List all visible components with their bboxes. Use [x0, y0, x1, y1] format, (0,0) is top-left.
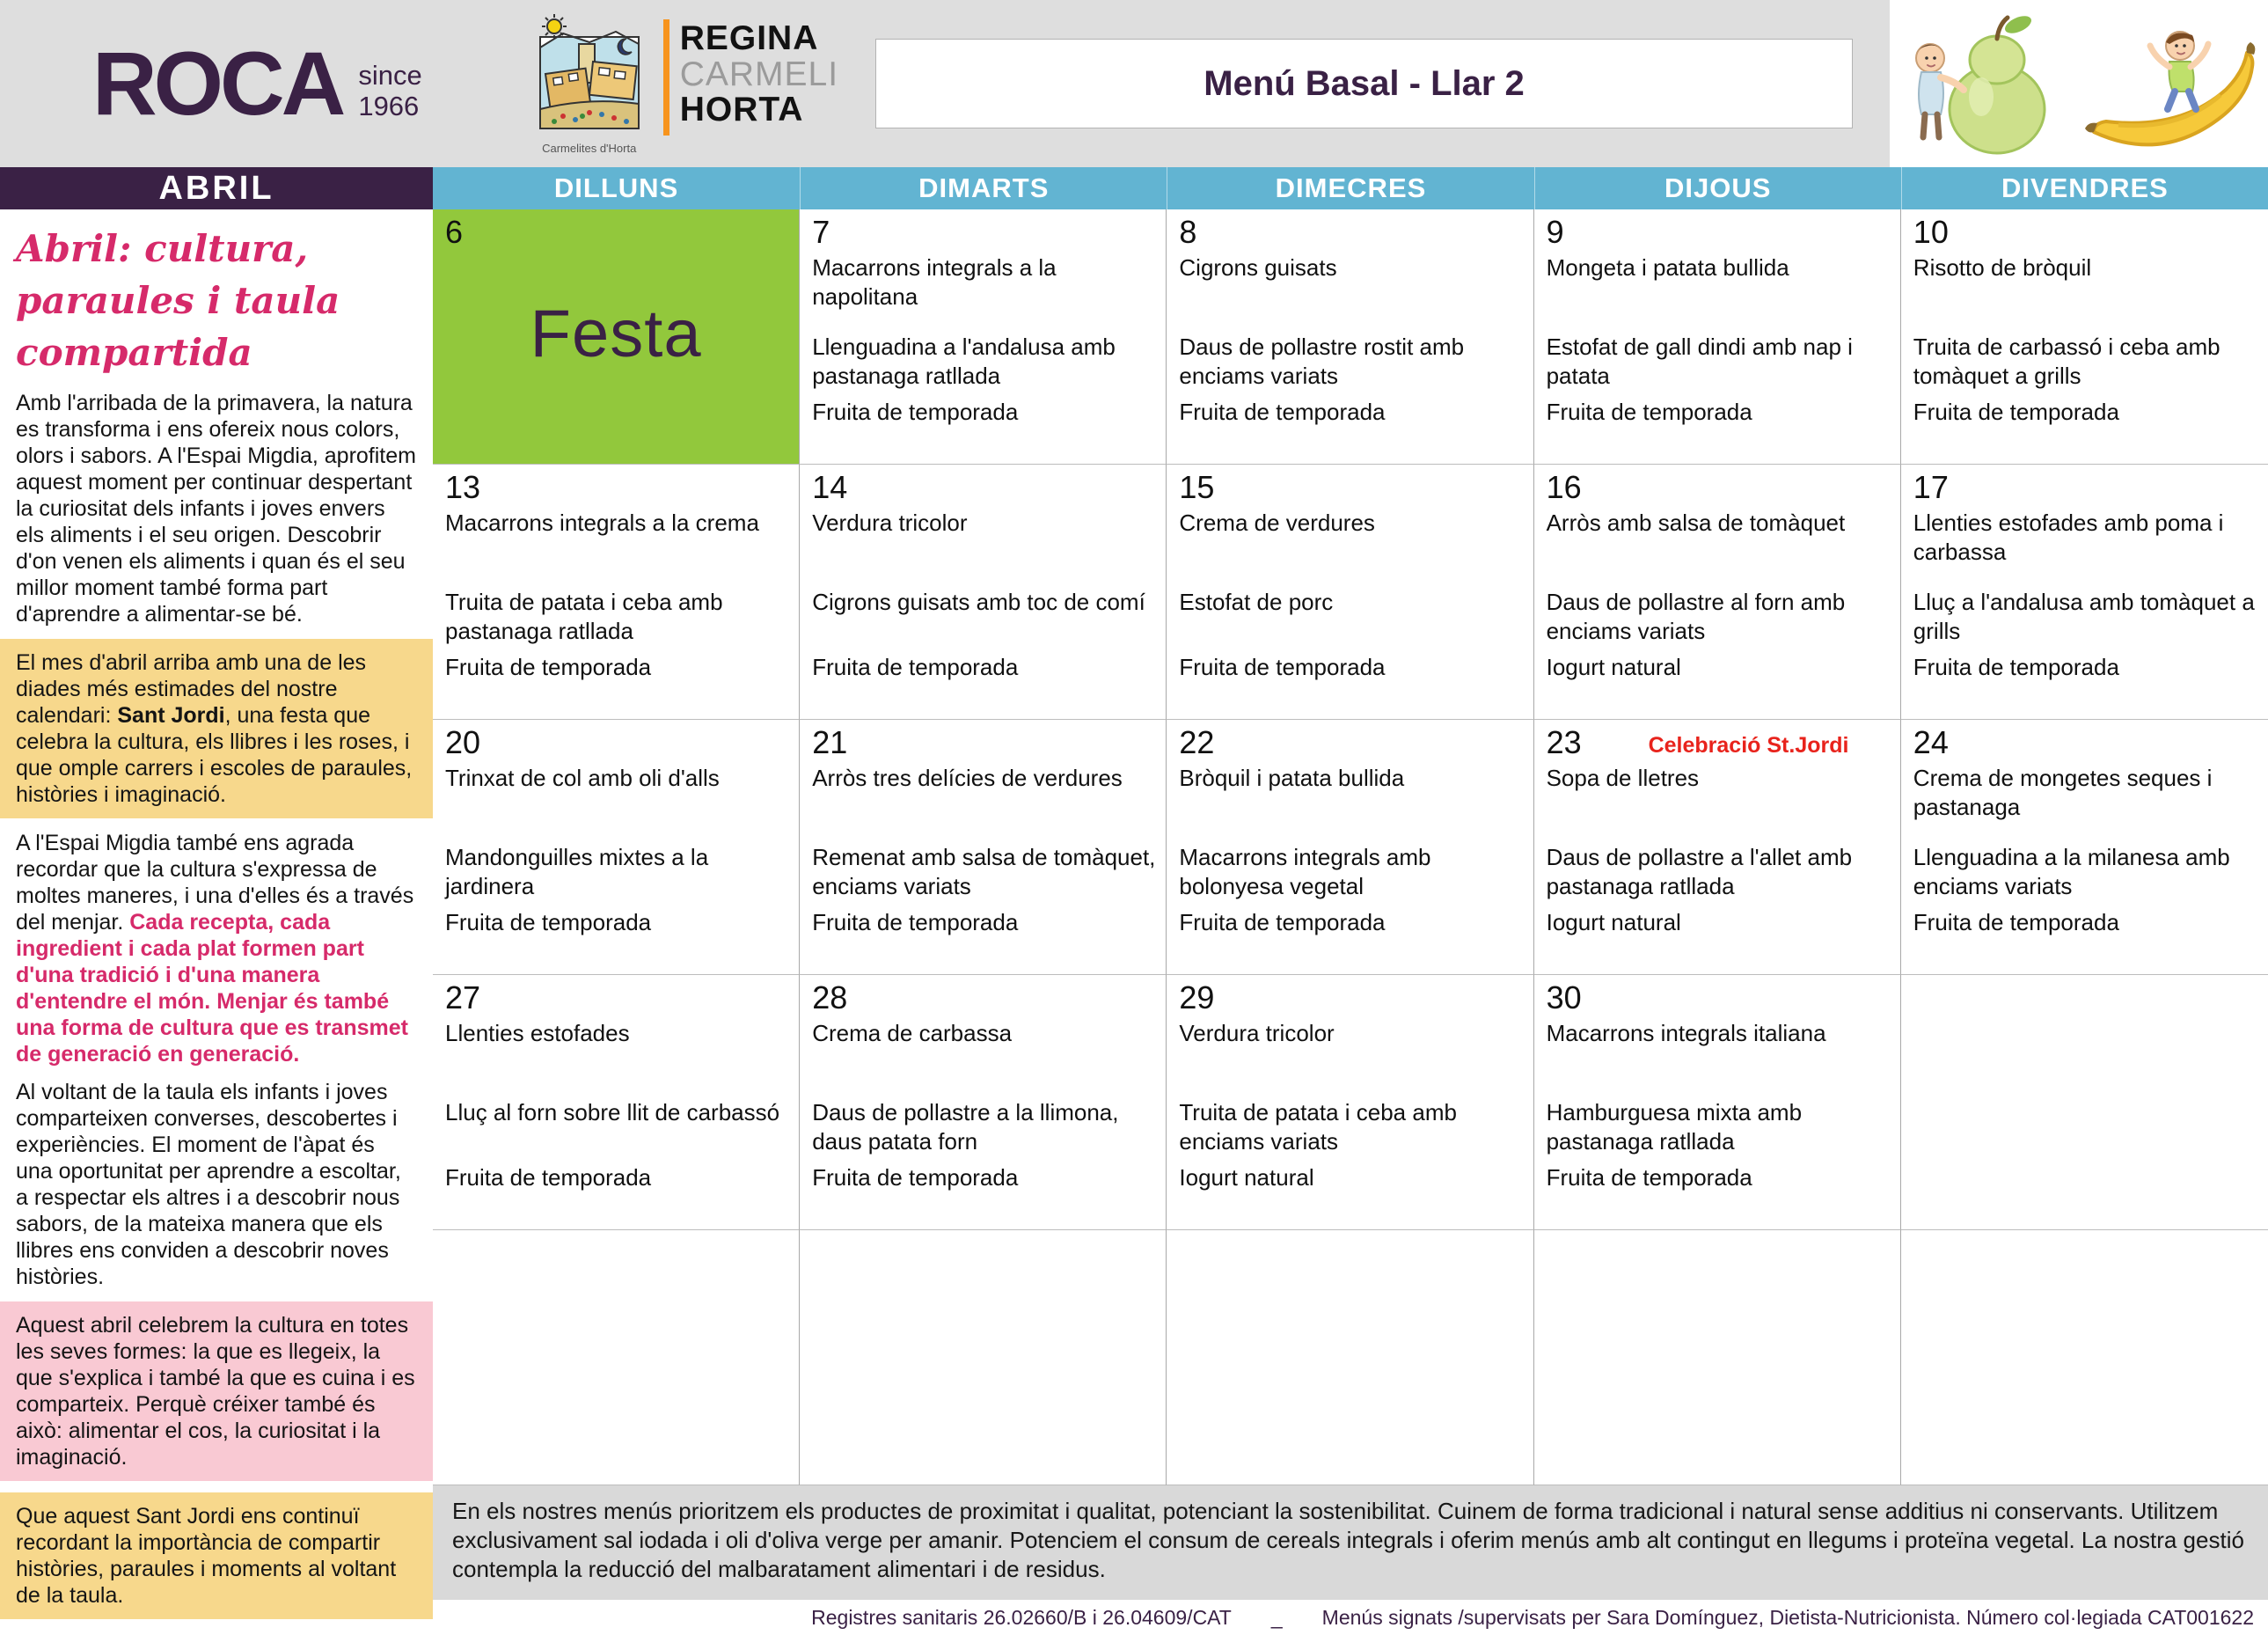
menu-dish: Fruita de temporada — [1179, 909, 1386, 935]
roca-logo — [92, 33, 422, 134]
calendar-cell — [433, 975, 800, 1230]
paragraph-segment: , una festa que celebra la cultura, els llibres i les roses, i que omple carrers i escoles de paraules, històries i imaginació. — [16, 703, 413, 808]
menu-dish: Arròs amb salsa de tomàquet — [1546, 510, 1846, 536]
menu-dish: Fruita de temporada — [1913, 399, 2119, 425]
calendar-day-headers — [433, 167, 2268, 209]
regina-line2: CARMELI — [679, 55, 839, 93]
sidebar-heading: Abril: cultura, paraules i taula compartida — [16, 227, 340, 374]
paragraph-segment: Amb l'arribada de la primavera, la natura es transforma i ens ofereix nous colors, olors i sabors. A l'Espai Migdia, aprofitem aquest moment per continuar despertant la curiositat dels infants i joves envers els aliments i el seu origen. Descobrir d'on venen els aliments i quan és el seu millor moment també forma part d'aprendre a alimentar-se bé. — [16, 391, 416, 627]
registry-line — [433, 1600, 2268, 1635]
menu-dish: Truita de patata i ceba amb pastanaga ratllada — [445, 589, 723, 644]
menu-dish: Iogurt natural — [1546, 909, 1681, 935]
day-number: 23 — [1546, 724, 1582, 760]
roca-logo-text: ROCA — [92, 33, 343, 134]
calendar-cell — [1901, 720, 2268, 975]
child-on-banana-icon — [2150, 32, 2208, 109]
menu-dish: Daus de pollastre a la llimona, daus patata forn — [812, 1099, 1119, 1155]
menu-dish: Remenat amb salsa de tomàquet, enciams variats — [812, 844, 1156, 899]
day-number: 28 — [812, 979, 848, 1015]
calendar-cell — [1534, 465, 1901, 720]
calendar-week-row — [433, 975, 2268, 1230]
month-header: ABRIL — [0, 167, 433, 209]
day-number: 14 — [812, 469, 848, 505]
menu-dish: Daus de pollastre a l'allet amb pastanaga ratllada — [1546, 844, 1853, 899]
day-header: DILLUNS — [553, 172, 679, 203]
calendar-cell — [1534, 975, 1901, 1230]
paragraph-segment: A l'Espai Migdia també ens agrada recordar que la cultura s'expressa de moltes maneres, i una d'elles és a través del menjar. — [16, 831, 414, 935]
day-number: 7 — [812, 214, 830, 250]
menu-dish: Fruita de temporada — [1179, 654, 1386, 680]
celebration-note: Celebració St.Jordi — [1648, 733, 1849, 758]
menu-dish: Llenguadina a la milanesa amb enciams variats — [1913, 844, 2230, 899]
menu-title: Menú Basal - Llar 2 — [1204, 63, 1525, 103]
day-number: 20 — [445, 724, 481, 760]
calendar-cell — [433, 465, 800, 720]
day-number: 10 — [1913, 214, 1949, 250]
regina-caption: Carmelites d'Horta — [542, 142, 637, 155]
calendar-cell — [1901, 209, 2268, 465]
menu-dish: Fruita de temporada — [445, 654, 652, 680]
menu-dish: Bròquil i patata bullida — [1179, 765, 1405, 791]
menu-dish: Macarrons integrals amb bolonyesa vegetal — [1179, 844, 1431, 899]
regina-line3: HORTA — [679, 91, 804, 129]
page-header — [0, 0, 2268, 167]
sidebar-paragraph — [0, 830, 433, 1067]
menu-dish: Crema de mongetes seques i pastanaga — [1913, 765, 2213, 820]
paragraph-segment: El mes d'abril arriba amb una de les diades més estimades del nostre calendari: — [16, 650, 367, 729]
calendar-cell — [1901, 465, 2268, 720]
calendar-cell — [433, 720, 800, 975]
day-number: 17 — [1913, 469, 1949, 505]
day-number: 24 — [1913, 724, 1949, 760]
menu-dish: Fruita de temporada — [812, 654, 1019, 680]
menu-dish: Fruita de temporada — [1913, 909, 2119, 935]
calendar-cell — [1167, 720, 1533, 975]
calendar-week-row — [433, 720, 2268, 975]
day-number: 27 — [445, 979, 481, 1015]
menu-dish: Mandonguilles mixtes a la jardinera — [445, 844, 709, 899]
menu-dish: Fruita de temporada — [1179, 399, 1386, 425]
menu-dish: Fruita de temporada — [1546, 399, 1752, 425]
day-number: 8 — [1179, 214, 1197, 250]
menu-dish: Fruita de temporada — [445, 1164, 652, 1191]
sidebar-paragraph — [0, 1492, 433, 1619]
day-number: 29 — [1179, 979, 1215, 1015]
menu-dish: Mongeta i patata bullida — [1546, 254, 1789, 281]
menu-dish: Macarrons integrals a la napolitana — [812, 254, 1057, 310]
registry-sanitary: Registres sanitaris 26.02660/B i 26.04609/CAT — [811, 1605, 1232, 1629]
menu-dish: Hamburguesa mixta amb pastanaga ratllada — [1546, 1099, 1803, 1155]
registry-separator: _ — [1270, 1605, 1283, 1629]
calendar-cell — [1167, 209, 1533, 465]
roca-since-label: since — [358, 60, 422, 92]
menu-dish: Lluç al forn sobre llit de carbassó — [445, 1099, 780, 1125]
calendar-cell — [1167, 1230, 1533, 1485]
menu-dish: Fruita de temporada — [1913, 654, 2119, 680]
day-header: DIVENDRES — [1901, 167, 2268, 209]
calendar-cell — [1901, 975, 2268, 1230]
calendar-week-row — [433, 209, 2268, 465]
day-number: 21 — [812, 724, 848, 760]
day-number: 15 — [1179, 469, 1215, 505]
menu-dish: Truita de patata i ceba amb enciams variats — [1179, 1099, 1457, 1155]
menu-dish: Iogurt natural — [1179, 1164, 1314, 1191]
day-number: 9 — [1546, 214, 1564, 250]
menu-dish: Sopa de lletres — [1546, 765, 1700, 791]
calendar-cell — [800, 1230, 1167, 1485]
paragraph-segment: Que aquest Sant Jordi ens continuï recordant la importància de compartir històries, paraules i moments al voltant de la taula. — [16, 1504, 397, 1609]
banana-icon — [2085, 42, 2255, 144]
sidebar-paragraph — [0, 639, 433, 818]
menu-dish: Crema de verdures — [1179, 510, 1375, 536]
menu-dish: Fruita de temporada — [812, 399, 1019, 425]
calendar-cell — [1534, 1230, 1901, 1485]
regina-line1: REGINA — [679, 19, 819, 57]
menu-dish: Macarrons integrals italiana — [1546, 1020, 1826, 1046]
calendar-cell — [800, 975, 1167, 1230]
calendar-cell — [1534, 209, 1901, 465]
menu-dish: Llenties estofades amb poma i carbassa — [1913, 510, 2224, 565]
calendar-cell — [433, 1230, 800, 1485]
calendar-cell — [800, 720, 1167, 975]
roca-since-year: 1966 — [358, 91, 420, 121]
paragraph-segment: Al voltant de la taula els infants i joves comparteixen converses, descobertes i experiències. El moment de l'àpat és una oportunitat per aprendre a escoltar, a respectar els altres i a descobrir nous sabors, de la mateixa manera que els llibres ens conviden a descobrir noves històries. — [16, 1080, 401, 1290]
regina-logo — [528, 12, 838, 155]
calendar-cell — [800, 209, 1167, 465]
sidebar-paragraph — [0, 390, 433, 627]
calendar-cell — [1167, 465, 1533, 720]
day-number: 6 — [445, 214, 464, 250]
menu-dish: Fruita de temporada — [445, 909, 652, 935]
day-header: DIJOUS — [1534, 167, 1901, 209]
menu-dish: Cigrons guisats — [1179, 254, 1337, 281]
registry-nutritionist: Menús signats /supervisats per Sara Domínguez, Dietista-Nutricionista. Número col·legiada CAT001622 — [1321, 1605, 2254, 1629]
menu-dish: Daus de pollastre al forn amb enciams variats — [1546, 589, 1846, 644]
menu-dish: Verdura tricolor — [1179, 1020, 1335, 1046]
day-number: 30 — [1546, 979, 1582, 1015]
festa-label: Festa — [530, 296, 702, 371]
school-drawing-icon — [528, 12, 651, 155]
calendar-cell — [1901, 1230, 2268, 1485]
calendar — [433, 167, 2268, 1635]
menu-dish: Iogurt natural — [1546, 654, 1681, 680]
calendar-cell — [433, 209, 800, 465]
calendar-cell — [800, 465, 1167, 720]
sidebar-paragraphs — [0, 209, 433, 1635]
footer-note: En els nostres menús prioritzem els productes de proximitat i qualitat, potenciant la sostenibilitat. Cuinem de forma tradicional i natural sense additius ni conservants. Utilitzem exclusivament sal iodada i oli d'oliva verge per amanir. Potenciem el consum de cereals integrals i oferim menús amb alt contingut en llegums i proteïna vegetal. La nostra gestió contempla la reducció del malbaratament alimentari i de residus. — [433, 1485, 2268, 1600]
menu-title-box — [875, 39, 1853, 128]
day-header: DIMARTS — [800, 167, 1167, 209]
menu-dish: Risotto de bròquil — [1913, 254, 2092, 281]
menu-dish: Llenguadina a l'andalusa amb pastanaga ratllada — [812, 334, 1116, 389]
menu-dish: Llenties estofades — [445, 1020, 630, 1046]
roca-since-text — [358, 61, 421, 121]
calendar-week-row — [433, 465, 2268, 720]
paragraph-segment: Sant Jordi — [117, 703, 225, 729]
orange-divider — [663, 19, 669, 136]
menu-dish: Cigrons guisats amb toc de comí — [812, 589, 1145, 615]
menu-dish: Lluç a l'andalusa amb tomàquet a grills — [1913, 589, 2255, 644]
menu-dish: Estofat de gall dindi amb nap i patata — [1546, 334, 1853, 389]
day-header: DIMECRES — [1167, 167, 1533, 209]
pear-icon — [1950, 12, 2045, 153]
calendar-grid — [433, 209, 2268, 1485]
menu-dish: Fruita de temporada — [812, 909, 1019, 935]
menu-dish: Fruita de temporada — [812, 1164, 1019, 1191]
day-number: 22 — [1179, 724, 1215, 760]
calendar-week-row — [433, 1230, 2268, 1485]
menu-dish: Truita de carbassó i ceba amb tomàquet a grills — [1913, 334, 2220, 389]
menu-dish: Verdura tricolor — [812, 510, 968, 536]
menu-dish: Crema de carbassa — [812, 1020, 1013, 1046]
calendar-cell — [1534, 720, 1901, 975]
paragraph-segment: Aquest abril celebrem la cultura en totes les seves formes: la que es llegeix, la que s'explica i també la que es cuina i es comparteix. Perquè créixer també és això: alimentar el cos, la curiositat i la imaginació. — [16, 1313, 415, 1470]
sidebar-paragraph — [0, 1301, 433, 1481]
sidebar — [0, 167, 433, 1635]
day-number: 16 — [1546, 469, 1582, 505]
menu-dish: Estofat de porc — [1179, 589, 1334, 615]
calendar-cell — [1167, 975, 1533, 1230]
sidebar-paragraph — [0, 1079, 433, 1290]
menu-dish: Fruita de temporada — [1546, 1164, 1752, 1191]
regina-logo-text — [680, 21, 838, 128]
paragraph-segment: Cada recepta, cada ingredient i cada plat formen part d'una tradició i d'una manera d'entendre el món. Menjar és també una forma de cultura que es transmet de generació en generació. — [16, 910, 408, 1067]
menu-dish: Daus de pollastre rostit amb enciams variats — [1179, 334, 1465, 389]
day-number: 13 — [445, 469, 481, 505]
fruits-illustration — [1890, 0, 2268, 167]
menu-dish: Macarrons integrals a la crema — [445, 510, 759, 536]
menu-dish: Arròs tres delícies de verdures — [812, 765, 1123, 791]
main-area — [0, 167, 2268, 1635]
menu-dish: Trinxat de col amb oli d'alls — [445, 765, 720, 791]
